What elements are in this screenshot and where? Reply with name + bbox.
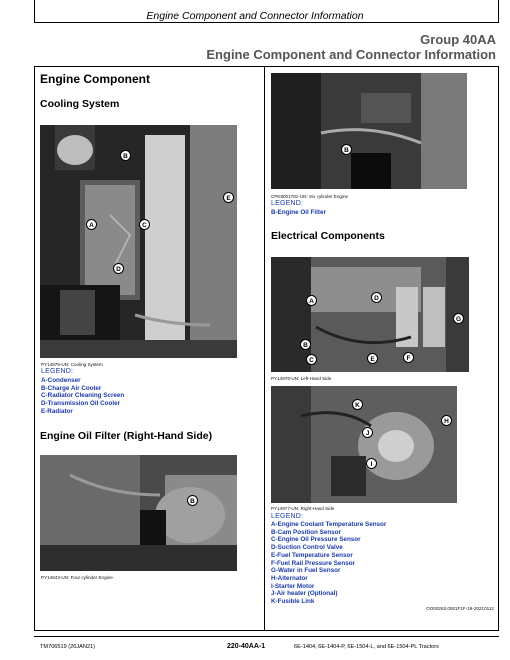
callout-e: E [223, 192, 234, 203]
callout-b: B [120, 150, 131, 161]
footer-rule [34, 636, 499, 637]
running-title: Engine Component and Connector Information [146, 10, 364, 22]
cooling-legend [41, 377, 124, 416]
callout-b: B [187, 495, 198, 506]
callout-f: F [403, 352, 414, 363]
six-cylinder-illustration [271, 73, 467, 189]
legend-item: F-Fuel Rail Pressure Sensor [271, 559, 355, 567]
legend-item: H-Alternator [271, 574, 308, 582]
callout-i: I [366, 458, 377, 469]
six-cylinder-legend-title: LEGEND: [271, 200, 304, 207]
legend-item: C-Radiator Cleaning Screen [41, 392, 125, 400]
cooling-caption: PY14975-UN: Cooling System [41, 362, 103, 367]
oil-filter-title: Engine Oil Filter (Right-Hand Side) [40, 430, 213, 442]
callout-h: H [441, 415, 452, 426]
six-cylinder-caption: CPK8001781-UN: Six cylinder Engine [271, 194, 349, 199]
cooling-title: Cooling System [40, 98, 120, 110]
legend-item: D-Suction Control Valve [271, 544, 343, 552]
legend-item: E-Fuel Temperature Sensor [271, 551, 353, 559]
electrical-legend [271, 521, 386, 606]
oil-filter-caption: PY14643-UN: Four cylinder Engine [41, 575, 113, 580]
legend-item: C-Engine Oil Pressure Sensor [271, 536, 361, 544]
callout-j: J [362, 427, 373, 438]
legend-item: I-Starter Motor [271, 582, 315, 590]
callout-b: B [341, 144, 352, 155]
callout-d: D [371, 292, 382, 303]
callout-a: A [306, 295, 317, 306]
right-hand-side-illustration [271, 386, 457, 503]
legend-item: E-Radiator [41, 407, 73, 415]
header-rule [34, 22, 499, 23]
group-label: Group 40AA [420, 32, 496, 47]
legend-item: B-Cam Position Sensor [271, 528, 341, 536]
legend-item: B-Charge Air Cooler [41, 384, 102, 392]
callout-a: A [86, 219, 97, 230]
cooling-legend-title: LEGEND: [41, 368, 74, 375]
right-hand-side-caption: PY14977-UN: Right-Hand Side [271, 506, 335, 511]
oil-filter-photo [40, 455, 237, 571]
callout-k: K [352, 399, 363, 410]
callout-c: C [139, 219, 150, 230]
cooling-system-photo [40, 125, 237, 358]
right-hand-side-photo [271, 386, 457, 503]
legend-item: D-Transmission Oil Cooler [41, 400, 121, 408]
legend-item: A-Engine Coolant Temperature Sensor [271, 521, 387, 528]
left-hand-side-caption: PY14976-UN: Left-Hand Side [271, 376, 332, 381]
electrical-legend-title: LEGEND: [271, 513, 304, 520]
document-id: OO00263,0001F1F-19-20210112 [426, 606, 494, 611]
six-cylinder-legend-item: B-Engine Oil Filter [271, 209, 326, 216]
cooling-system-illustration [40, 125, 237, 358]
section-title: Engine Component [40, 72, 150, 86]
callout-d: D [113, 263, 124, 274]
callout-e: E [367, 353, 378, 364]
electrical-title: Electrical Components [271, 230, 385, 242]
legend-item: A-Condenser [41, 377, 81, 384]
callout-c: C [306, 354, 317, 365]
callout-g: G [453, 313, 464, 324]
six-cylinder-photo [271, 73, 467, 189]
footer-models: 6E-1404, 6E-1404-P, 6E-1504-L, and 6E-1504-PL Tractors [294, 644, 439, 650]
page-number: 220-40AA-1 [227, 643, 266, 650]
callout-b: B [300, 339, 311, 350]
group-title: Engine Component and Connector Information [206, 47, 496, 62]
column-divider [264, 66, 265, 631]
oil-filter-illustration [40, 455, 237, 571]
legend-item: K-Fusible Link [271, 598, 315, 606]
legend-item: J-Air heater (Optional) [271, 590, 338, 598]
left-hand-side-photo [271, 257, 469, 372]
legend-item: G-Water in Fuel Sensor [271, 567, 341, 575]
footer-manual-id: TM706519 (26JAN21) [40, 644, 96, 650]
